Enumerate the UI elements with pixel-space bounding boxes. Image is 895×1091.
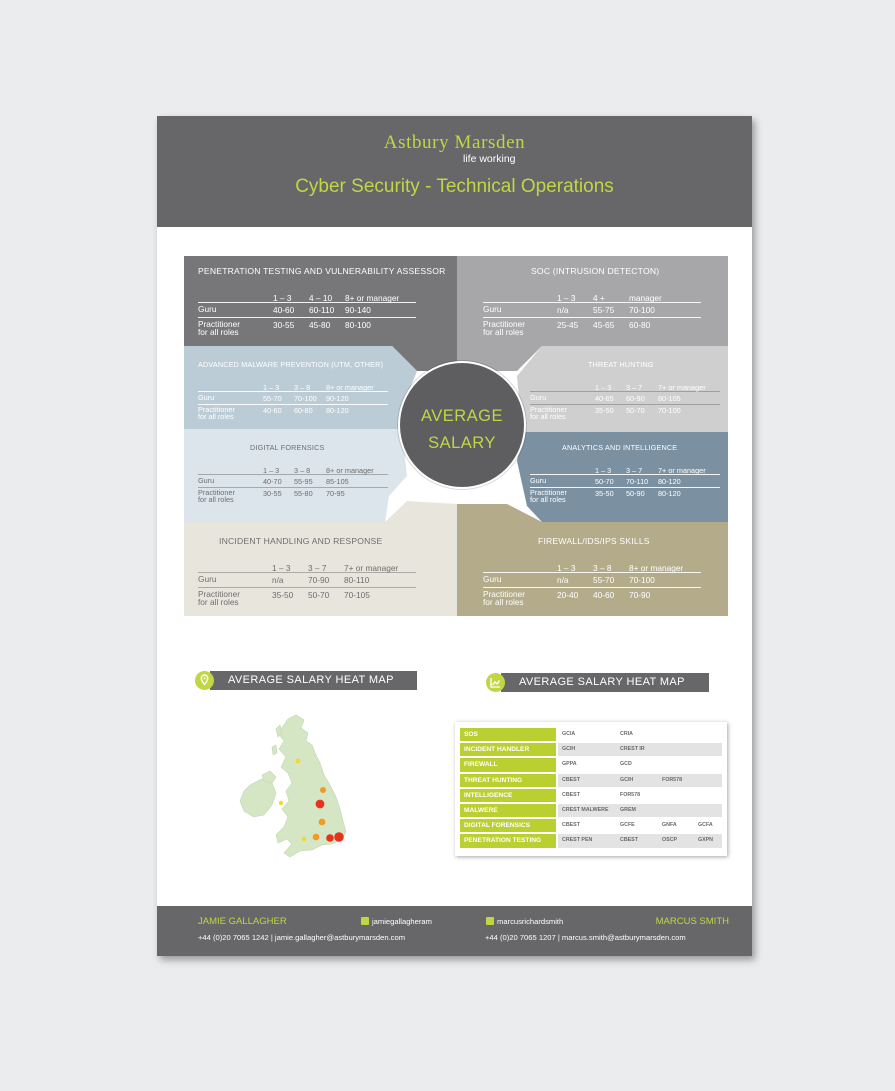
practitioner-value: 50-90 (626, 489, 645, 498)
heat-point-warm (320, 787, 326, 793)
cert-code: GCFA (698, 822, 713, 829)
col-header: 1 – 3 (263, 466, 280, 475)
cert-code: OSCP (662, 837, 678, 844)
practitioner-label: Practitioner (198, 589, 240, 599)
practitioner-value: 70-105 (344, 590, 370, 600)
cert-code: GCIH (620, 776, 634, 783)
right-contact-info[interactable]: +44 (0)20 7065 1207 | marcus.smith@astburymarsden.com (485, 933, 686, 942)
certification-table (455, 722, 727, 856)
col-header: 8+ or manager (629, 563, 684, 573)
col-header: 3 – 8 (294, 383, 311, 392)
practitioner-sub: for all roles (198, 597, 239, 608)
col-header: 7+ or manager (658, 383, 706, 392)
practitioner-sub: for all roles (198, 327, 239, 338)
pen-testing-title: PENETRATION TESTING AND VULNERABILITY ASSESSOR (198, 266, 446, 276)
guru-value: 90-120 (326, 394, 349, 403)
cert-row (460, 804, 722, 817)
practitioner-label: Practitioner (530, 488, 567, 497)
guru-label: Guru (530, 476, 547, 485)
practitioner-value: 35-50 (272, 590, 294, 600)
col-header: 4 – 10 (309, 293, 333, 303)
malware-table (198, 383, 388, 424)
cert-code: GCD (620, 761, 632, 768)
firewall-table (483, 563, 701, 610)
guru-value: 55-95 (294, 477, 313, 486)
practitioner-value: 25-45 (557, 320, 579, 330)
guru-label: Guru (483, 574, 502, 584)
left-contact-name: JAMIE GALLAGHER (198, 916, 287, 927)
analytics-table (530, 466, 720, 507)
guru-value: 70-100 (294, 394, 317, 403)
guru-value: n/a (557, 575, 569, 585)
guru-value: 70-100 (629, 575, 655, 585)
guru-value: 50-70 (595, 477, 614, 486)
heat-point-warm (313, 834, 320, 841)
practitioner-value: 40-60 (593, 590, 615, 600)
practitioner-value: 45-65 (593, 320, 615, 330)
soc-table (483, 293, 701, 340)
guru-value: 90-140 (345, 305, 371, 315)
practitioner-value: 60-80 (629, 320, 651, 330)
firewall-title: FIREWALL/IDS/IPS SKILLS (538, 536, 650, 546)
hub-line-1: AVERAGE (420, 407, 504, 425)
practitioner-sub: for all roles (483, 597, 524, 608)
col-header: 8+ or manager (326, 383, 374, 392)
cert-code: CREST PEN (562, 837, 593, 844)
col-header: 1 – 3 (557, 563, 576, 573)
soc-title: SOC (INTRUSION DETECTON) (531, 266, 660, 276)
left-contact-info[interactable]: +44 (0)20 7065 1242 | jamie.gallagher@astburymarsden.com (198, 933, 406, 942)
heat-point-hot (316, 800, 325, 809)
right-linkedin-handle: marcusrichardsmith (497, 917, 564, 926)
threat-table (530, 383, 720, 424)
forensics-table (198, 466, 388, 507)
cert-row (460, 774, 722, 787)
cert-role: PENETRATION TESTING (460, 834, 556, 847)
practitioner-value: 50-70 (626, 406, 645, 415)
guru-label: Guru (198, 476, 215, 485)
cert-code: FOR578 (620, 791, 641, 798)
cert-code: CRIA (620, 731, 633, 737)
practitioner-label: Practitioner (483, 319, 525, 329)
cert-row (460, 758, 722, 771)
guru-value: 80-120 (658, 477, 681, 486)
cert-code: CREST MALWERE (562, 807, 609, 813)
cert-code: CBEST (562, 776, 580, 783)
col-header: 1 – 3 (273, 293, 292, 303)
cert-role: INCIDENT HANDLER (460, 743, 556, 756)
col-header: 3 – 7 (308, 563, 327, 573)
practitioner-label: Practitioner (198, 319, 240, 329)
heatmap-left-bar (210, 671, 417, 690)
heat-point-warm (319, 819, 326, 826)
cert-code: GCFE (620, 822, 635, 829)
heatmap-left-title: AVERAGE SALARY HEAT MAP (228, 674, 394, 686)
cert-code: FOR578 (662, 776, 683, 783)
guru-value: 60-110 (309, 305, 335, 315)
heatmap-right-title: AVERAGE SALARY HEAT MAP (519, 676, 685, 688)
practitioner-label: Practitioner (530, 405, 567, 414)
col-header: 3 – 7 (626, 466, 643, 475)
cert-code: GCIH (562, 746, 576, 753)
left-linkedin-handle: jamiegallagheram (372, 917, 432, 926)
practitioner-value: 70-95 (326, 489, 345, 498)
col-header: 1 – 3 (595, 383, 612, 392)
cert-role: DIGITAL FORENSICS (460, 819, 556, 832)
guru-value: 60-90 (626, 394, 645, 403)
cert-role: FIREWALL (460, 758, 556, 771)
heat-point-mild (296, 759, 301, 764)
col-header: 3 – 8 (593, 563, 612, 573)
brand-logo: Astbury Marsden (383, 132, 526, 153)
heat-point-hot (326, 834, 334, 842)
linkedin-icon (361, 917, 369, 925)
right-linkedin-link[interactable] (486, 917, 563, 926)
page-title: Cyber Security - Technical Operations (295, 176, 614, 197)
guru-value: 80-105 (658, 394, 681, 403)
cert-row (460, 789, 722, 802)
cert-code: GPPA (562, 761, 577, 768)
right-contact-name: MARCUS SMITH (655, 916, 729, 927)
col-header: 3 – 8 (294, 466, 311, 475)
col-header: 1 – 3 (595, 466, 612, 475)
practitioner-value: 35-50 (595, 489, 614, 498)
pen-testing-table (198, 293, 416, 340)
guru-value: 85-105 (326, 477, 349, 486)
guru-label: Guru (198, 574, 217, 584)
guru-value: 70-110 (626, 477, 649, 486)
practitioner-sub: for all roles (198, 495, 234, 505)
practitioner-sub: for all roles (483, 327, 524, 338)
analytics-title: ANALYTICS AND INTELLIGENCE (562, 443, 678, 452)
hub-line-2: SALARY (428, 434, 496, 452)
practitioner-value: 70-90 (629, 590, 651, 600)
practitioner-label: Practitioner (483, 589, 525, 599)
practitioner-value: 80-100 (345, 320, 371, 330)
col-header: 1 – 3 (272, 563, 291, 573)
practitioner-value: 40-60 (263, 406, 282, 415)
practitioner-value: 30-55 (263, 489, 282, 498)
guru-label: Guru (198, 304, 217, 314)
salary-sheet (157, 116, 752, 956)
heat-point-mild (302, 837, 307, 842)
guru-value: 55-70 (263, 394, 282, 403)
guru-value: 80-110 (344, 575, 370, 585)
threat-title: THREAT HUNTING (588, 360, 654, 369)
guru-value: 70-90 (308, 575, 330, 585)
guru-value: 70-100 (629, 305, 655, 315)
contact-footer (157, 906, 752, 956)
brand-tagline: life working (463, 153, 516, 165)
practitioner-value: 55-80 (294, 489, 313, 498)
practitioner-label: Practitioner (198, 405, 235, 414)
cert-role: SOS (460, 728, 556, 741)
cert-code: GNFA (662, 822, 677, 829)
col-header: 1 – 3 (557, 293, 576, 303)
guru-value: 40-70 (263, 477, 282, 486)
cert-code: GCIA (562, 731, 576, 737)
heat-point-hot (334, 832, 344, 842)
linkedin-icon (486, 917, 494, 925)
practitioner-sub: for all roles (530, 495, 566, 505)
left-linkedin-link[interactable] (361, 917, 432, 926)
cert-row (460, 743, 722, 756)
col-header: 8+ or manager (326, 466, 374, 475)
practitioner-value: 20-40 (557, 590, 579, 600)
practitioner-value: 45-80 (309, 320, 331, 330)
guru-label: Guru (530, 393, 547, 402)
practitioner-label: Practitioner (198, 488, 235, 497)
guru-value: n/a (557, 305, 569, 315)
cert-role: MALWERE (460, 804, 556, 817)
malware-title: ADVANCED MALWARE PREVENTION (UTM, OTHER) (198, 360, 384, 369)
col-header: manager (629, 293, 662, 303)
col-header: 1 – 3 (263, 383, 280, 392)
cert-code: CBEST (620, 837, 638, 844)
practitioner-value: 70-100 (658, 406, 681, 415)
col-header: 7+ or manager (658, 466, 706, 475)
practitioner-value: 80-120 (326, 406, 349, 415)
practitioner-sub: for all roles (198, 412, 234, 422)
col-header: 3 – 7 (626, 383, 643, 392)
practitioner-value: 30-55 (273, 320, 295, 330)
location-pin-icon (195, 671, 214, 690)
practitioner-sub: for all roles (530, 412, 566, 422)
guru-label: Guru (198, 393, 215, 402)
line-chart-icon (486, 673, 505, 692)
practitioner-value: 50-70 (308, 590, 330, 600)
guru-value: 55-70 (593, 575, 615, 585)
practitioner-value: 60-80 (294, 406, 313, 415)
cert-row (460, 728, 722, 741)
cert-role: THREAT HUNTING (460, 774, 556, 787)
incident-title: INCIDENT HANDLING AND RESPONSE (219, 536, 383, 546)
cert-code: GREM (620, 807, 636, 813)
cert-code: CREST IR (620, 746, 645, 753)
cert-row (460, 834, 722, 847)
cert-code: GXPN (698, 837, 714, 844)
col-header: 7+ or manager (344, 563, 399, 573)
cert-code: CBEST (562, 822, 580, 829)
average-salary-hub (398, 361, 526, 489)
col-header: 4 + (593, 293, 605, 303)
practitioner-value: 35-50 (595, 406, 614, 415)
cert-row (460, 819, 722, 832)
guru-value: 40-65 (595, 394, 614, 403)
practitioner-value: 80-120 (658, 489, 681, 498)
uk-heat-map (232, 711, 372, 861)
cert-role: INTELLIGENCE (460, 789, 556, 802)
heatmap-right-bar (501, 673, 709, 692)
forensics-title: DIGITAL FORENSICS (250, 443, 325, 452)
guru-label: Guru (483, 304, 502, 314)
incident-table (198, 563, 416, 610)
col-header: 8+ or manager (345, 293, 400, 303)
guru-value: 40-60 (273, 305, 295, 315)
cert-code: CBEST (562, 791, 580, 798)
guru-value: n/a (272, 575, 284, 585)
heat-point-mild (279, 801, 283, 805)
guru-value: 55-75 (593, 305, 615, 315)
